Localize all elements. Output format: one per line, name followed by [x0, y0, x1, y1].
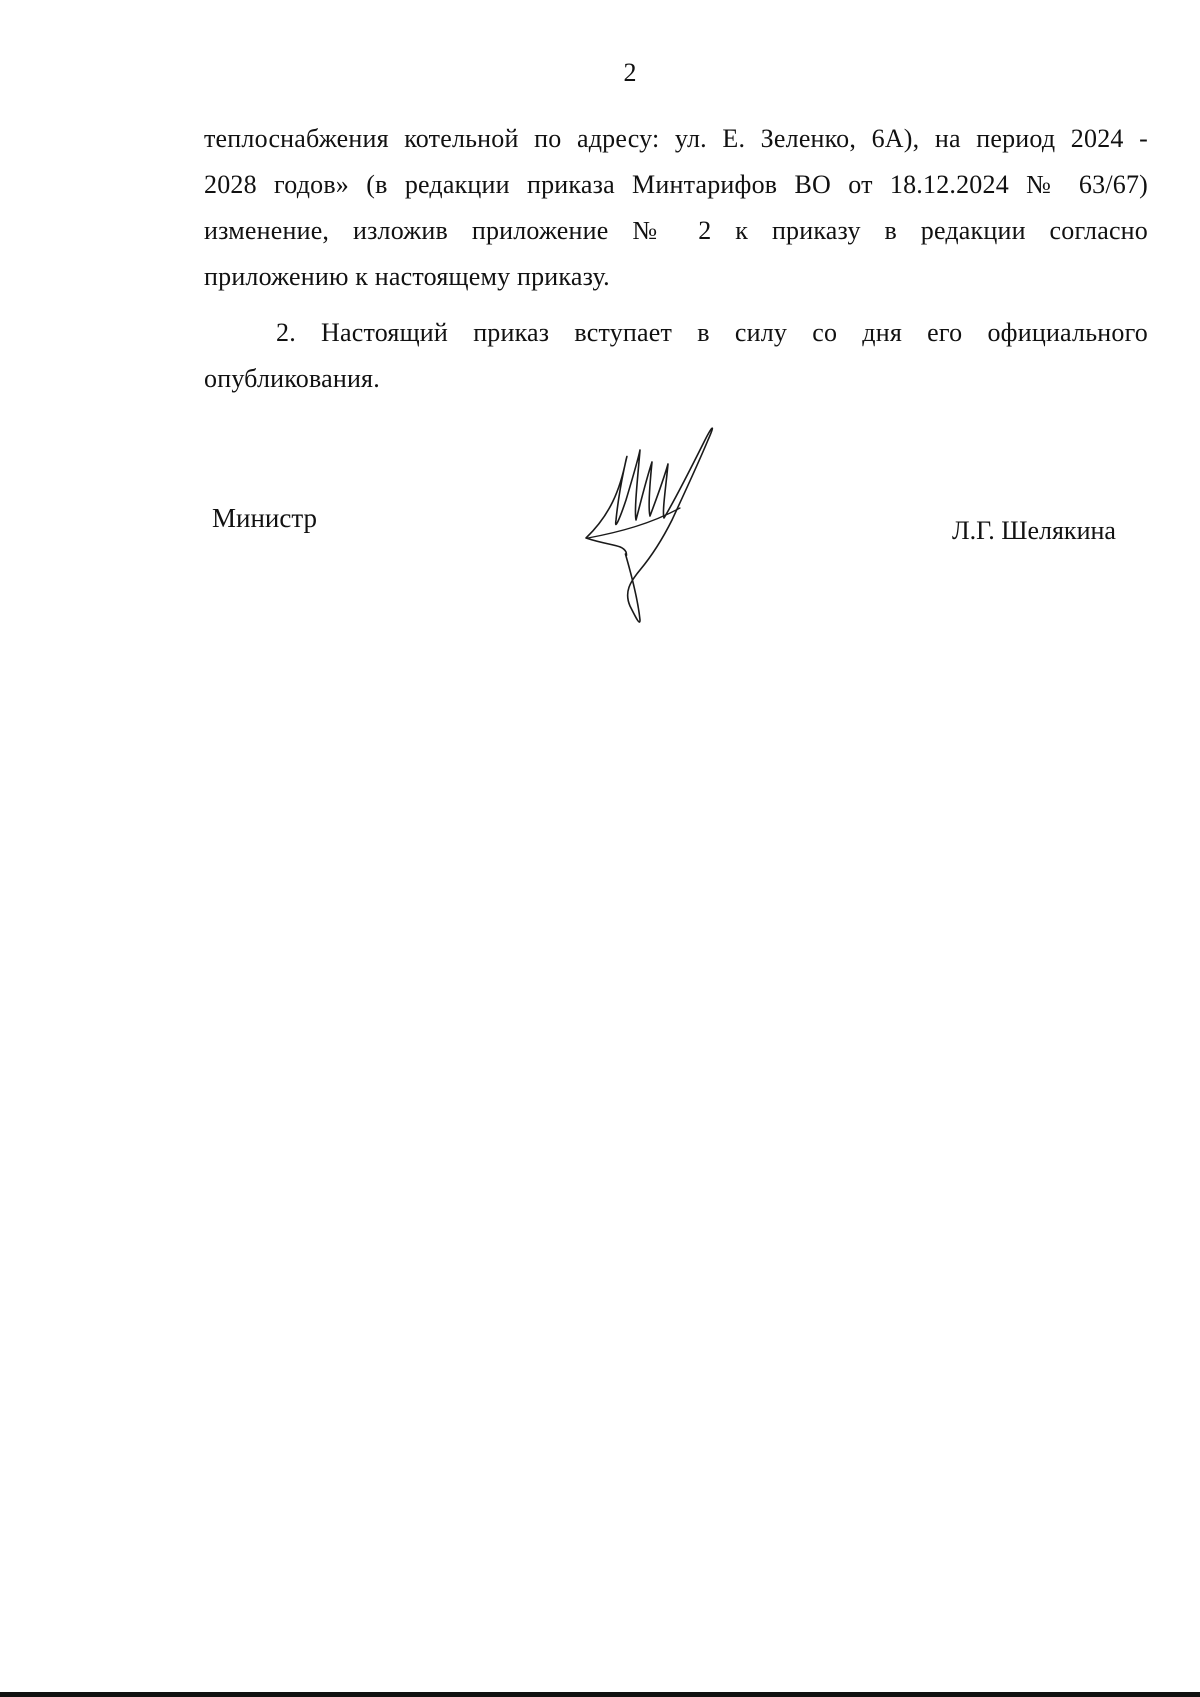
paragraph-1-line-4: приложению к настоящему приказу.: [204, 262, 610, 291]
signatory-name: Л.Г. Шелякина: [952, 516, 1116, 545]
paragraph-2: [204, 310, 1148, 402]
paragraph-2-line-1: 2. Настоящий приказ вступает в силу со дня его официального: [276, 318, 1148, 347]
paragraph-1: [204, 116, 1148, 300]
bottom-edge-rule: [0, 1692, 1200, 1697]
paragraph-1-line-2: 2028 годов» (в редакции приказа Минтарифов ВО от 18.12.2024 № 63/67): [204, 170, 1148, 199]
signatory-title: Министр: [212, 503, 317, 533]
page-number: 2: [623, 58, 637, 87]
paragraph-2-line-2: опубликования.: [204, 364, 380, 393]
handwritten-signature: [580, 420, 750, 630]
paragraph-1-line-3: изменение, изложив приложение № 2 к приказу в редакции согласно: [204, 216, 1148, 245]
paragraph-1-line-1: теплоснабжения котельной по адресу: ул. Е. Зеленко, 6А), на период 2024 -: [204, 124, 1148, 153]
